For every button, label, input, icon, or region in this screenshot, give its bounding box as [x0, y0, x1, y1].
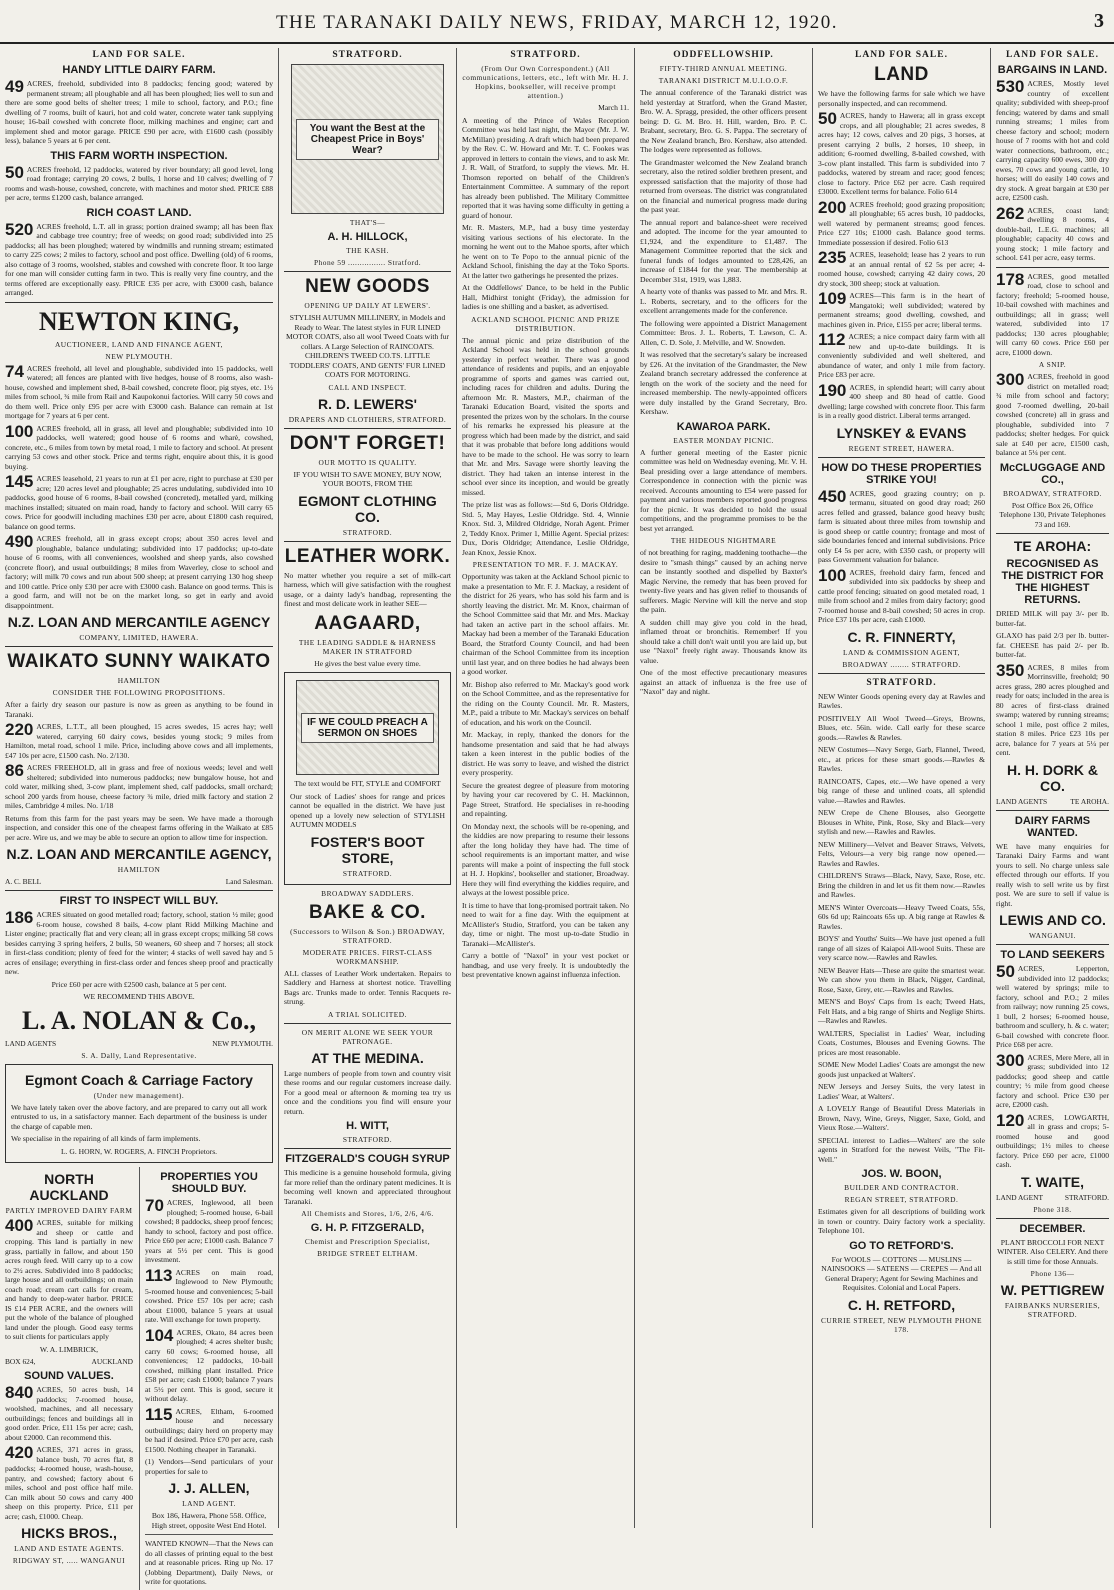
- agent-name: HICKS BROS.,: [21, 1525, 117, 1541]
- acreage: 840: [5, 1383, 34, 1402]
- divider: [818, 457, 985, 458]
- agent-name: L. A. NOLAN & Co.,: [21, 1005, 256, 1035]
- agent-address: RIDGWAY ST, ..... WANGANUI: [12, 1556, 126, 1565]
- listing: 200 ACRES freehold; good grazing proposition; all ploughable; 65 acres bush, 10 paddocks, well watered by permanent streams; good fences. Price £27 10s; £1000 cash. Balance good terms. Immediate possession if desired. Folio 613: [818, 197, 985, 247]
- shoe-ad: [284, 672, 451, 885]
- ad-subtitle: OPENING UP DAILY AT LEWERS'.: [304, 301, 431, 310]
- acreage: 262: [996, 203, 1025, 223]
- acreage: 420: [5, 1443, 34, 1462]
- agent-name: C. R. FINNERTY,: [847, 628, 956, 645]
- ad-text: For WOOLS — COTTONS — MUSLINS — NAINSOOKS — SATEENS — CREPES — And all General Drapery; Agent for Sewing Machines and Requisites. Colonial and Local Papers.: [821, 1254, 982, 1292]
- acreage: 49: [5, 77, 24, 96]
- ad-text: DRIED MILK will pay 3/- per lb. butter-fat.: [996, 609, 1109, 628]
- ad-lead: CONSIDER THE FOLLOWING PROPOSITIONS.: [52, 688, 226, 697]
- listing-note: WE RECOMMEND THIS ABOVE.: [83, 992, 195, 1001]
- ad-callout: You want the Best at the Cheapest Price in Boys' Wear?: [296, 119, 440, 160]
- ad-text: A TRIAL SOLICITED.: [327, 1009, 407, 1019]
- ad-subtitle: PARTLY IMPROVED DAIRY FARM: [5, 1206, 133, 1215]
- agent-name: McCLUGGAGE AND CO.,: [999, 461, 1106, 486]
- divider: [284, 1148, 451, 1149]
- ad-text: MODERATE PRICES. FIRST-CLASS WORKMANSHIP.: [302, 947, 433, 966]
- agent-row: A. C. BELL Land Salesman.: [5, 877, 273, 886]
- listing: 350 ACRES, 8 miles from Morrinsville, freehold; 90 acres grass, 280 acres ploughed and ready for oats; included in the area is 80 acres of first-class drained swamp; watered by running streams; school 1 mile, post office 2 miles, station 8 miles. Price £23 10s per acre, balance for 7 years at 5¼ per cent.: [996, 660, 1109, 757]
- ad-text: CALL AND INSPECT.: [328, 382, 407, 392]
- listing: 420 ACRES, 371 acres in grass, balance bush, 70 acres flat, 8 paddocks; 4-roomed house, wash-house, pantry, and cowshed; factory about 6 miles, school and post office half mile. Can milk about 50 cows and carry 400 sheep on this property. Price, £11 per acre; cash, £1000. Cheap.: [5, 1443, 133, 1521]
- ad-heading: FIRST TO INSPECT WILL BUY.: [59, 895, 219, 907]
- classified: SOME New Model Ladies' Coats are amongst the new goods just unpacked at Walters'.: [818, 1060, 985, 1079]
- acreage: 86: [5, 761, 24, 780]
- section-heading: STRATFORD.: [866, 677, 937, 688]
- news-paragraph: The Grandmaster welcomed the New Zealand branch secretary, also the retired soldier brethren present, and expressed satisfaction that the majority of those had returned from overseas. The district was congratulated on the financial and numerical progress made during the past year.: [640, 157, 807, 214]
- news-paragraph: The prize list was as follows:—Std 6, Doris Oldridge. Std. 5, May Hayes, Leslie Oldridge. Std. 4, Winnie Knox. Std. 3, Mildred Oldridge, Norah Agent. Primer 2, Teddy Knox. Primer 1, Millie Agent. Special prizes: Dux, Doris Oldridge; Attendance, Leslie Oldridge, Jean Knox, Jessie Knox.: [462, 500, 629, 557]
- listing: 100 ACRES, freehold dairy farm, fenced and subdivided into six paddocks by sheep and cattle proof fencing; situated on good metaled road, 1 mile from school and 2 miles from dairy factory; good 7-roomed house and 8-bail cowshed; 50 acres in crop. Price £37 10s per acre, cash £1000.: [818, 565, 985, 624]
- listing: 104 ACRES, Okato, 84 acres been ploughed; 4 acres shelter bush; carry 60 cows; 6-roomed house, all conveniences; 12 paddocks, 10-bail cowshed, milking plant installed. Price £58 per acre; cash £1000; balance 7 years at 5½ per cent. This is good, secure it without delay.: [145, 1325, 273, 1403]
- agent-town: STRATFORD.: [342, 1135, 393, 1144]
- listing: 300 ACRES, freehold in good district on metalled road; ¾ mile from school and factory; good 7-roomed dwelling, 20-bail cowshed (concrete) all in grass and ploughable, subdivided into 7 paddocks; shelter hedges. For quick sale at £40 per acre, £1500 cash, balance at 5¼ per cent.: [996, 370, 1109, 457]
- agent-subtitle: REGENT STREET, HAWERA.: [848, 443, 955, 453]
- agent-subtitle: COMPANY, LIMITED, HAWERA.: [79, 633, 199, 642]
- ad-text: No matter whether you require a set of milk-cart harness, which will give satisfaction with the roughest usage, or a dainty lady's handbag, representing the finest and most delicate work in leather SEE—: [284, 570, 451, 608]
- acreage: 120: [996, 1110, 1025, 1130]
- ad-text: Our stock of Ladies' shoes for range and prices cannot be equalled in the district. We have just opened up a lovely new selection of STYLISH AUTUMN MODELS: [290, 791, 445, 829]
- section-heading: STRATFORD.: [510, 50, 581, 60]
- agent-name: AAGAARD,: [314, 612, 421, 634]
- agent-town: WANGANUI.: [1029, 931, 1076, 940]
- column-3: [456, 48, 634, 1528]
- listing: 145 ACRES leasehold, 21 years to run at £1 per acre, right to purchase at £30 per acre; 120 acres level and ploughable; 25 acres undulating, subdivided into 10 paddocks, good house of 6 rooms, 8-bail cowshed (concreted), metalled yard, milking machines installed; situated on main road, handy to factory and school. Will carry 65 cows. Price for goodwill including machines £30 per acre, about £1800 cash required, balance on good terms.: [5, 472, 273, 531]
- column-2: [278, 48, 456, 1528]
- agent-address: Box 186, Hawera, Phone 558. Office, High street, opposite West End Hotel.: [151, 1511, 267, 1530]
- acreage: 178: [996, 269, 1025, 289]
- acreage: 200: [818, 197, 847, 217]
- ad-subtitle: OUR MOTTO IS QUALITY.: [318, 457, 417, 467]
- ad-heading: DAIRY FARMS WANTED.: [1014, 814, 1091, 839]
- news-paragraph: Secure the greatest degree of pleasure from motoring by having your car recovered by C. H. Mackinnon, Page Street, Stratford. He specialises in re-hooding and repainting.: [462, 780, 629, 818]
- section-heading: ODDFELLOWSHIP.: [673, 50, 774, 60]
- agent-name: T. WAITE,: [1021, 1173, 1084, 1190]
- shoe-illustration: [296, 680, 439, 775]
- ad-text: We have lately taken over the above factory, and are prepared to carry out all work entrusted to us, in a satisfactory manner. Each department of the business is under the charge of capable men.: [11, 1102, 267, 1131]
- ad-callout: IF WE COULD PREACH A SERMON ON SHOES: [301, 713, 434, 743]
- ad-heading: BARGAINS IN LAND.: [997, 64, 1108, 76]
- ad-signature: L. G. HORN, W. ROGERS, A. FINCH Proprietors.: [60, 1146, 218, 1156]
- classified: SPECIAL interest to Ladies—Walters' are the sole agents in Stratford for the newest Veils, "The Fit-Well.": [818, 1135, 985, 1164]
- acreage: 400: [5, 1216, 34, 1235]
- agent-phone: Post Office Box 26, Office Telephone 130, Private Telephones 73 and 169.: [999, 500, 1106, 529]
- agent-phone: Phone 136—: [1030, 1269, 1075, 1278]
- acreage: 520: [5, 219, 34, 239]
- acreage: 113: [145, 1265, 173, 1285]
- classified: WALTERS, Specialist in Ladies' Wear, including Coats, Costumes, Blouses and Evening Gowns. The prices are most reasonable.: [818, 1028, 985, 1057]
- agent-address: CURRIE STREET, NEW PLYMOUTH PHONE 178.: [820, 1315, 983, 1334]
- listing: 120 ACRES, LOWGARTH, all in grass and crops; 5-roomed house and good outbuildings; 1½ miles to cheese factory. Price £60 per acre, £1000 cash.: [996, 1110, 1109, 1169]
- news-subheading: TARANAKI DISTRICT M.U.I.O.O.F.: [658, 76, 789, 85]
- acreage: 100: [5, 421, 34, 441]
- ad-heading: NEW GOODS: [305, 276, 430, 297]
- news-paragraph: On Monday next, the schools will be re-opening, and the kiddies are now preparing to resume their lessons after the long holiday they have had. The time of school requirements is an important matter, and wise parents will make a point of inspecting the full stock at H. J. Hopkins', bookseller and stationer, Broadway. Here they will find everything the kiddies require, and always at the lowest possible price.: [462, 821, 629, 897]
- divider: [284, 541, 451, 542]
- acreage: 220: [5, 720, 34, 739]
- news-paragraph: The annual report and balance-sheet were received and adopted. The income for the year amounted to £1,924, and the expenditure to £1,487. The Management Committee reported that the sick and funeral funds of lodges amounted to £28,426, an increase of £1844 for the year. The membership at December 31st, 1919, was 1,883.: [640, 217, 807, 284]
- section-heading: STRATFORD.: [332, 50, 403, 60]
- classified: NEW Millinery—Velvet and Beaver Straws, Velvets, Felts, Velours—a very big range now opened.—Rawles and Rawles.: [818, 839, 985, 868]
- acreage: 104: [145, 1325, 174, 1345]
- column-5: [812, 48, 990, 1528]
- ad-heading: TO LAND SEEKERS: [1000, 949, 1105, 961]
- acreage: 70: [145, 1196, 164, 1215]
- agent-name: G. H. P. FITZGERALD,: [310, 1222, 425, 1234]
- agent-row: BOX 624, AUCKLAND: [5, 1357, 133, 1366]
- agent-subtitle: THE LEADING SADDLE & HARNESS MAKER IN STRATFORD: [298, 637, 437, 656]
- classified: MEN'S Winter Overcoats—Heavy Tweed Coats, 55s, 60s 6d up; Raincoats 65s up. A big range at Rawles & Rawles.: [818, 902, 985, 931]
- acreage: 112: [818, 330, 846, 349]
- ad-text: WE have many enquiries for Taranaki Dairy Farms and want yours to sell. No charge unless sale effected through our efforts. If you really wish to sell write us by first post. We are sure to sell if value is right.: [996, 841, 1109, 908]
- right-half: [139, 1167, 273, 1590]
- agent-name: W. A. LIMBRICK,: [39, 1344, 99, 1354]
- ad-text: Returns from this farm for the past years may be seen. We have made a thorough inspection, and consider this one of the cheapest farms offering in the Waikato at £85 per acre. Wire us, and we may be able to secure an option to allow time for inspection.: [5, 813, 273, 842]
- agent-subtitle: FAIRBANKS NURSERIES, STRATFORD.: [1004, 1301, 1101, 1319]
- agent-address: BROADWAY ........ STRATFORD.: [842, 659, 961, 669]
- acreage: 100: [818, 565, 847, 585]
- acreage: 530: [996, 77, 1025, 96]
- divider: [996, 810, 1109, 811]
- bottom-split: [5, 1167, 273, 1590]
- ad-price: All Chemists and Stores, 1/6, 2/6, 4/6.: [301, 1209, 434, 1218]
- ad-subtitle: ON MERIT ALONE WE SEEK YOUR PATRONAGE.: [301, 1027, 434, 1046]
- agent-address: BRIDGE STREET ELTHAM.: [317, 1249, 418, 1258]
- news-paragraph: It is time to have that long-promised portrait taken. No need to wait for a fine day. With the equipment at McAllister's Studio, Stratford, you can be taken any day, time or night. The most up-to-date Studio in Taranaki—McAllister's.: [462, 900, 629, 948]
- ad-heading: RICH COAST LAND.: [86, 206, 192, 219]
- acreage: 300: [996, 370, 1025, 389]
- acreage: 450: [818, 486, 847, 506]
- agent-subtitle: THE KASH.: [346, 246, 389, 255]
- divider: [996, 944, 1109, 945]
- news-subheading: PRESENTATION TO MR. F. J. MACKAY.: [472, 560, 619, 569]
- listing: 450 ACRES, good grazing country; on p. termanu, situated on good dray road; 260 acres felled and grassed, balance good heavy bush; farm is situated about three miles from township and is good sheep or cattle country; frontage and most of side boundaries fenced and internal subdivisions. Price only £4 5s per acre, with £350 cash, or property will pass Government valuation for balance.: [818, 486, 985, 564]
- divider: [284, 428, 451, 429]
- divider: [5, 890, 273, 891]
- listing: 490 ACRES freehold, all in grass except crops; about 350 acres level and ploughable, balance undulating; subdivided into 17 paddocks; up-to-date house of 6 rooms, with all conveniences, woolshed and sheep yards, also cowshed (concrete floor), and usual outbuildings; 8 miles from Waverley, close to school and factory; will milk 70 cows and run about 500 sheep; at present carrying 130 hog sheep and 100 cattle. Price only £30 per acre with £3000 cash. Balance on good terms. This is a good farm, and will not be on the market long, so get in early and avoid disappointment.: [5, 532, 273, 610]
- ad-heading: PROPERTIES YOU SHOULD BUY.: [160, 1171, 258, 1195]
- listing: 112 ACRES; a nice compact dairy farm with all new and up-to-date buildings. It is conveniently subdivided and well sheltered, and abundance of water, and only 1 mile from factory. Price £83 per acre.: [818, 330, 985, 379]
- acreage: 50: [996, 962, 1015, 981]
- listing: 50 ACRES, handy to Hawera; all in grass except crops, and all ploughable; 21 acres swedes, 8 acres hay; 12 cows, calves and 20 pigs, 3 horses, at present carrying 2 bulls, 2 horses, 10 sheep, in addition; 6-roomed dwelling, 8-bailed cowshed, with 3-cow plant installed. This farm is subdivided into 7 paddocks, watered by stream and race; good fences; close to factory. Price £62 per acre. Cash required £3000. Excellent terms for balance. Folio 614: [818, 109, 985, 196]
- listing-price: Price £60 per acre with £2500 cash, balance at 5 per cent.: [51, 979, 227, 989]
- agent-name: J. J. ALLEN,: [168, 1480, 250, 1496]
- boys-wear-illustration: [291, 64, 445, 214]
- ad-heading: AT THE MEDINA.: [311, 1049, 424, 1066]
- agent-name: A. H. HILLOCK,: [327, 231, 408, 243]
- news-paragraph: A hearty vote of thanks was passed to Mr. and Mrs. R. L. Roberts, secretary, and to the officers for the excellent arrangements made for the conference.: [640, 287, 807, 315]
- acreage: 186: [5, 908, 34, 927]
- divider: [996, 533, 1109, 534]
- news-subheading: FIFTY-THIRD ANNUAL MEETING.: [659, 64, 788, 73]
- listing: 262 ACRES, coast land; dwelling 8 rooms, 4 double-bail, L.E.G. machines; all ploughable; capacity 40 cows and young stock; 1 mile factory and school. £41 per acre, easy terms.: [996, 203, 1109, 262]
- news-paragraph: of not breathing for raging, maddening toothache—the desire to "smash things" caused by an aching nerve can be instantly soothed and dispelled by Baxter's Magic Nervine, the remedy that has been proved for twenty-five years and has given relief to thousands of sufferers. Magic Nervine will kill the nerve and stop the pain.: [640, 548, 807, 614]
- ad-text: Estimates given for all descriptions of building work in town or country. Dairy factory work a speciality. Telephone 101.: [818, 1207, 985, 1235]
- ad-subtitle: (Under new management).: [93, 1090, 185, 1100]
- news-paragraph: Mr. R. Masters, M.P., had a busy time yesterday visiting various sections of his electorate. In the morning he went out to the Mahoe sports, after which he went on to Te Popo to the annual picnic of the Ackland School, finishing the day at the Toko Sports. At the latter two gatherings he presented the prizes.: [462, 223, 629, 280]
- agent-town: STRATFORD.: [342, 868, 393, 878]
- classified: NEW Crepe de Chene Blouses, also Georgette Blouses in White, Pink, Rose, Sky and Black—very stylish and new.—Rawles and Rawles.: [818, 808, 985, 836]
- news-subheading: THE HIDEOUS NIGHTMARE: [670, 536, 777, 545]
- agent-row: LAND AGENTS TE AROHA.: [996, 796, 1109, 806]
- ad-text: PLANT BROCCOLI FOR NEXT WINTER. Also CELERY. And there is still time for those Annuals.: [997, 1237, 1108, 1266]
- listing: 86 ACRES FREEHOLD, all in grass and free of noxious weeds; level and well sheltered; subdivided into numerous paddocks; new bungalow house, hot and cold water, milking shed, 3-cow plant, implement shed, calf paddocks, small orchard; school 200 yards from house, cheese factory ¾ mile, dried milk factory and station 2 miles, Cambridge 4 miles. No. 1/18: [5, 761, 273, 810]
- agent-row: LAND AGENT STRATFORD.: [996, 1192, 1109, 1202]
- column-6: [990, 48, 1114, 1528]
- news-paragraph: The annual picnic and prize distribution of the Ackland School was held in the school grounds yesterday in perfect weather. There was a good attendance of residents and pupils, and an enjoyable programme of sports and games was carried out, including races for children and adults. During the afternoon Mr. R. Masters, M.P., chairman of the Taranaki Education Board, visited the sports and presented the prizes won by the scholars. In the course of his remarks he expressed his pleasure at the progress which had been made by the district, and said that it was probable that before long additions would have to be made to the school. He was sorry to learn that Mr. and Mrs. Savage were shortly leaving the district. They had taken an intense interest in the school ever since its inception, and would be greatly missed.: [462, 335, 629, 497]
- agent-name: N.Z. LOAN AND MERCANTILE AGENCY: [7, 614, 271, 630]
- acreage: 145: [5, 472, 34, 491]
- ad-text: THAT'S—: [349, 218, 386, 227]
- page-number: 3: [1094, 10, 1104, 32]
- ad-heading: SOUND VALUES.: [24, 1370, 114, 1382]
- listing: 190 ACRES, in splendid heart; will carry about 400 sheep and 80 head of cattle. Good dwelling; large cowshed with concrete floor. This farm is in a really good district. Liberal terms arranged.: [818, 380, 985, 420]
- agent-name: NEWTON KING,: [38, 306, 240, 336]
- ad-heading: FITZGERALD'S COUGH SYRUP: [285, 1153, 450, 1165]
- divider: [145, 1534, 273, 1535]
- ad-text: The text would be FIT, STYLE and COMFORT: [294, 779, 441, 788]
- divider: [5, 646, 273, 647]
- acreage: 115: [145, 1404, 173, 1424]
- acreage: 350: [996, 660, 1025, 680]
- left-half: [5, 1167, 133, 1590]
- news-paragraph: At the Oddfellows' Dance, to be held in the Public Hall, Midhirst tonight (Friday), the admission for ladies is one shilling and a basket, as advertised.: [462, 283, 629, 311]
- ad-subtitle: RECOGNISED AS THE DISTRICT FOR THE HIGHEST RETURNS.: [1001, 558, 1104, 606]
- listing: 50 ACRES, Lepperton, subdivided into 12 paddocks; well watered by springs; mile to factory, school and P.O.; 2 miles from railway; now running 25 cows, 1 bull, 2 horses; 6-roomed house, bathroom and scullery, h. & c. water; 6-bail cowshed with concrete floor. Price £68 per acre.: [996, 962, 1109, 1049]
- column-4: [634, 48, 812, 1528]
- ad-banner: WAIKATO SUNNY WAIKATO: [7, 651, 271, 672]
- agent-name: R. D. LEWERS': [318, 395, 417, 412]
- classified: A LOVELY Range of Beautiful Dress Materials in Brown, Navy, Wine, Greys, Nigger, Saxe, Gold, and Vieux Rose.—Walters'.: [818, 1104, 985, 1132]
- ad-town: HAMILTON: [117, 676, 161, 685]
- divider: [996, 1218, 1109, 1219]
- listing: 178 ACRES, good metalled road, close to school and factory; freehold; 5-roomed house, 10-bail cowshed with machines and outbuildings; all in grass; well watered, subdivided into 17 paddocks; 130 acres ploughable; will carry 60 cows. Price £60 per acre, £1000 down.: [996, 269, 1109, 357]
- agent-name: FOSTER'S BOOT STORE,: [310, 833, 425, 866]
- ad-heading: GO TO RETFORD'S.: [849, 1239, 954, 1252]
- ad-banner: LAND: [874, 64, 929, 85]
- news-subheading: ACKLAND SCHOOL PICNIC AND PRIZE DISTRIBUTION.: [471, 314, 620, 333]
- agent-subtitle: BROADWAY, STRATFORD.: [1003, 488, 1102, 498]
- divider: [996, 267, 1109, 268]
- ad-text: WANTED KNOWN—That the News can do all classes of printing equal to the best and at reasonable prices. Ring up No. 17 (Jobbing Department), Daily News, or write for quotations.: [145, 1539, 273, 1586]
- news-heading: KAWAROA PARK.: [676, 420, 771, 433]
- ad-text: We specialise in the repairing of all kinds of farm implements.: [11, 1134, 201, 1143]
- ad-text: GLAXO has paid 2/3 per lb. butter-fat. CHEESE has paid 2/- per lb. butter-fat.: [996, 631, 1109, 659]
- news-paragraph: A meeting of the Prince of Wales Reception Committee was held last night, the Mayor (Mr. J. W. McMillan) presiding. A draft which had been prepared by the Rev. C. W. Howard and Mr. T. C. Fookes was approved in letters to contain the views, and to ask Mr. J. R. Wall, of Stratford, to supply the views. Mr. H. Thomson reported on behalf of the Children's Entertainment Committee. A summary of the report has already been published. The Military Committee reported that it was having some difficulty in getting a guard of honour.: [462, 115, 629, 220]
- ad-text: IF YOU WISH TO SAVE MONEY, BUY NOW, YOUR BOOTS, FROM THE: [293, 469, 442, 488]
- ad-heading: DON'T FORGET!: [289, 432, 446, 454]
- divider: [284, 271, 451, 272]
- ad-heading: HANDY LITTLE DAIRY FARM.: [62, 64, 216, 76]
- news-paragraph: A sudden chill may give you cold in the head, inflamed throat or bronchitis. Remember! If you should take a chill don't wait until you are laid up, but use "Naxol" freely right away. Thousands know its value.: [640, 617, 807, 665]
- ad-text: This medicine is a genuine household formula, giving far more relief than the ordinary patent medicines. It is becoming well known and appreciated throughout Taranaki.: [284, 1168, 451, 1206]
- agent-name: EGMONT CLOTHING CO.: [298, 492, 437, 525]
- ad-heading: TE AROHA:: [1013, 538, 1092, 554]
- news-paragraph: Mr. Mackay, in reply, thanked the donors for the handsome presentation and said that he had always taken a keen interest in the public bodies of the district. He was sorry to leave, and wished the district every prosperity.: [462, 730, 629, 777]
- classified: RAINCOATS, Capes, etc.—We have opened a very big range of these and unlined coats, all splendid value.—Rawles and Rawles.: [818, 776, 985, 805]
- ad-heading: THIS FARM WORTH INSPECTION.: [50, 149, 228, 162]
- news-paragraph: Opportunity was taken at the Ackland School picnic to make a presentation to Mr. F. J. Mackay, a resident of the district for 26 years, who has sold his farm and is shortly leaving the district. Mr. M. Knox, chairman of the School Committee said that Mr. and Mrs. Mackay had taken an active part in the school affairs. Mr. Mackay had been a member of the Taranaki Education Board, the Stratford County Council, and had been chairman of the School Committee from its inception until last year, and on three bodies he had always been a good worker.: [462, 572, 629, 676]
- ad-heading: DECEMBER.: [1019, 1222, 1086, 1235]
- classified: NEW Costumes—Navy Serge, Garb, Flannel, Tweed, etc., at prices for these smart goods.—Rawles & Rawles.: [818, 745, 985, 773]
- section-heading: LAND FOR SALE.: [92, 50, 186, 60]
- ad-heading: LEATHER WORK.: [284, 545, 451, 567]
- agent-subtitle: DRAPERS AND CLOTHIERS, STRATFORD.: [288, 414, 447, 424]
- agent-name: LEWIS AND CO.: [999, 912, 1106, 928]
- classified: MEN'S and Boys' Caps from 1s each; Tweed Hats, Felt Hats, and a big range of Shirts and Neglige Shirts.—Rawles and Rawles.: [818, 997, 985, 1025]
- listing: 50 ACRES freehold, 12 paddocks, watered by river boundary; all good level, long road frontage; carrying 20 cows, 2 bulls, 1 horse and 10 calves; dwelling of 7 rooms and wash-house, cowshed, concrete, with machines and motor shed. PRICE £88 per acre, terms £1200 cash, balance arranged.: [5, 162, 273, 202]
- egmont-ad: [5, 1064, 273, 1164]
- classified: BOYS' and Youths' Suits—We have just opened a full range of all sizes of Kaiapoi All-wool Suits. These are very scarce now.—Rawles and Rawles.: [818, 934, 985, 962]
- agent-town: NEW PLYMOUTH.: [105, 351, 173, 361]
- agent-subtitle: BUILDER AND CONTRACTOR.: [844, 1183, 959, 1192]
- correspondent-note: (From Our Own Correspondent.) (All communications, letters, etc., left with Mr. H. J. Hopkins, bookseller, will receive prompt attention.): [462, 64, 629, 100]
- news-paragraph: Carry a bottle of "Naxol" in your vest pocket or handbag, and use very freely. It is undoubtedly the best preventative known against influenza infection.: [462, 951, 629, 979]
- classified: NEW Beaver Hats—These are quite the smartest wear. We can show you them in Black, Nigger, Cardinal, Rose, Saxe, Grey, etc.—Rawles and Rawles.: [818, 965, 985, 994]
- listing: 74 ACRES freehold, all level and ploughable, subdivided into 15 paddocks, well watered; all fences are planted with live hedges, house of 8 rooms, also wash-house, cowshed and implement shed, 8-bail cowshed, concrete floor, pig styes, etc. 1½ miles from school, ¾ mile from Rail and Kaupokonui factories. Will carry 50 cows and do them well. Price only £95 per acre with £3000 cash. Balance can remain at 1st mortgage for 7 years at 6 per cent.: [5, 361, 273, 420]
- agent-name: BAKE & CO.: [309, 901, 426, 923]
- listing: 530 ACRES, Mostly level country of excellent quality; subdivided with sheep-proof fencing; watered by dams and small running streams; 1 miles from cheese factory and school; modern house of 7 rooms with hot and cold water connections, bathroom, etc.; carrying capacity 600 ewes, 300 dry ewes, 70 cows and young cattle, 10 horses; will do easily 140 cows and dry stock. A great bargain at £30 per acre, £2500 cash.: [996, 77, 1109, 202]
- news-paragraph: One of the most effective precautionary measures against an attack of influenza is the free use of "Naxol" day and night.: [640, 668, 807, 696]
- listing: 113 ACRES on main road, Inglewood to New Plymouth; 5-roomed house and conveniences; 5-bail cowshed. Price £57 10s per acre; cash about £1000, balance 5 years at usual rate. Will exchange for town property.: [145, 1265, 273, 1324]
- acreage: 300: [996, 1050, 1025, 1070]
- acreage: 109: [818, 289, 847, 308]
- dateline: March 11.: [598, 103, 629, 112]
- ad-text: STYLISH AUTUMN MILLINERY, in Models and Ready to Wear. The latest styles in FUR LINED MOTOR COATS, also all wool Tweed Coats with fur collars. A Large Selection of RAINCOATS. CHILDREN'S TWEED CO.TS. LITTLE TODDLERS' COATS, AND GENTS' FUR LINED COATS FOR MOTORING.: [285, 313, 450, 379]
- news-paragraph: It was resolved that the secretary's salary be increased by £26. At the invitation of the Grandmaster, the New Zealand branch secretary addressed the conference at length on the work of the society and the need for increased membership. The newly-appointed officers were duly installed by the Grand Secretary, Bro. Kershaw.: [640, 350, 807, 416]
- news-subheading: EASTER MONDAY PICNIC.: [673, 435, 774, 445]
- listing: 220 ACRES, L.T.T., all been ploughed, 15 acres swedes, 15 acres hay; well watered, carrying 60 dairy cows, besides young stock; 9 miles from Hamilton, metal road, school 1 mile. Price, including above cows and all implements, £47 10s per acre, £1500 cash. No. 2/130.: [5, 720, 273, 760]
- acreage: 235: [818, 248, 847, 267]
- agent-row: LAND AGENTS NEW PLYMOUTH.: [5, 1038, 273, 1048]
- acreage: 490: [5, 532, 34, 551]
- acreage: 190: [818, 380, 847, 400]
- ad-heading: HOW DO THESE PROPERTIES STRIKE YOU!: [821, 461, 982, 486]
- divider: [818, 673, 985, 674]
- agent-name: C. H. RETFORD,: [847, 1296, 956, 1313]
- listing: 400 ACRES, suitable for milking and sheep or cattle and cropping. This land is partially in new grass, partially in fallow, and about 150 acres rough feed. Will carry up to a cow to 2½ acres. Subdivided into 8 paddocks; large house and all outbuildings; on main coach road; cream cart calls for cream, and handy to deep-water harbor. PRICE IS £14 PER ACRE, and the owners will put the whole of the balance of ploughed land under the plough. Good easy terms to suit clients for particulars apply: [5, 1216, 133, 1341]
- listing: 115 ACRES, Eltham, 6-roomed house and necessary outbuildings; dairy herd on property may be had if desired. Price £70 per acre, cash £1500. Nothing cheaper in Taranaki.: [145, 1404, 273, 1454]
- listing: 100 ACRES freehold, all in grass, all level and ploughable; subdivided into 10 paddocks, well watered; good house of 6 rooms and wharè, cowshed, concrete, etc., 6 miles from town by metal road, 1 mile to factory and school. At present carrying 53 cows and other stock. Price and terms right, enquire about this, it is good buying.: [5, 421, 273, 471]
- agent-subtitle: LAND AND ESTATE AGENTS.: [14, 1544, 124, 1553]
- ad-intro: We have the following farms for sale which we have personally inspected, and can recommend.: [818, 89, 985, 108]
- listing: 70 ACRES, Inglewood, all been ploughed; 5-roomed house, 6-bail cowshed; 8 paddocks, sheep proof fences; handy to school, factory and post office. Price £60 per acre; £1000 cash. Balance 7 years at 5½ per cent. This is good investment.: [145, 1196, 273, 1264]
- ad-heading: NORTH AUCKLAND: [29, 1171, 109, 1203]
- news-paragraph: The annual conference of the Taranaki district was held yesterday at Stratford, when the Grand Master, Bro. W. A. Spragg, presided, the other officers present being: D. G. M. Bro. H. Hill, warden, Bro. P. C. Brabant, secretary, Bro. G. S. Pappa. The secretary of the New Zealand branch, Bro. Kershaw, also attended. The lodges were represented as follows.: [640, 88, 807, 154]
- acreage: 50: [5, 162, 24, 182]
- ad-text: Large numbers of people from town and country visit these rooms and our regular customers increase daily. For a good meal or afternoon & morning tea try us once and the conditions you find will ensure your return.: [284, 1068, 451, 1116]
- ad-heading: A SNIP.: [1038, 360, 1067, 369]
- agent-town: HAMILTON: [117, 865, 161, 874]
- agent-subtitle: S. A. Dally, Land Representative.: [81, 1050, 197, 1060]
- listing: 840 ACRES, 50 acres bush, 14 paddocks; 7-roomed house, woolshed, machines, and all necessary outbuildings; fences and buildings all in good order. Price, £11 15s per acre; cash, about £2000. Can recommend this.: [5, 1383, 133, 1442]
- column-1: [0, 48, 278, 1586]
- listing: 109 ACRES—This farm is in the heart of Mangatoki; well subdivided; watered by permanent streams; good dwelling, cowshed, and machines given in. Price, £155 per acre; liberal terms.: [818, 289, 985, 329]
- agent-subtitle: AUCTIONEER, LAND AND FINANCE AGENT,: [54, 339, 224, 349]
- agent-phone: Phone 318.: [1033, 1204, 1072, 1214]
- agent-subtitle: Chemist and Prescription Specialist,: [304, 1237, 431, 1246]
- newspaper-title: THE TARANAKI DAILY NEWS, FRIDAY, MARCH 12, 1920.: [275, 12, 839, 33]
- ad-text: He gives the best value every time.: [314, 658, 421, 668]
- agent-name: LYNSKEY & EVANS: [836, 424, 967, 441]
- listing: 300 ACRES, Mere Mere, all in grass; subdivided into 12 paddocks; good sheep and cattle country; ½ mile from good cheese factory and school. Price £30 per acre, £2000 cash.: [996, 1050, 1109, 1109]
- agent-subtitle: (Successors to Wilson & Son.) BROADWAY, STRATFORD.: [290, 926, 445, 945]
- agent-name: JOS. W. BOON,: [861, 1168, 942, 1180]
- listing: 49 ACRES, freehold, subdivided into 8 paddocks; fencing good; watered by permanent stream; all ploughable and all has been ploughed; lies well to sun and there are some good belts of shelter trees; 1 mile to school, factory, and P.O.; fine dwelling of 7 rooms, built of kauri, hot and cold water, concrete water tank supplying house; 16-bail cowshed with concrete floor, milking machines and engine; cart and implement shed and motor garage. PRICE £90 per acre, with £1600 cash (possibly less), balance 5 years at 6 per cent.: [5, 77, 273, 145]
- news-paragraph: A further general meeting of the Easter picnic committee was held on Wednesday evening, Mr. V. H. Beal presiding over a large attendance of members. Correspondence in connection with the picnic was received. Accounts amounting to £54 were passed for payment and various members reported good progress for the picnic. It was decided to hold the usual competitions, and the programme promises to be the best yet arranged.: [640, 447, 807, 533]
- agent-town: STRATFORD.: [342, 527, 393, 537]
- listing: 520 ACRES freehold, L.T. all in grass; portion drained swamp; all has been flax and cabbage tree country; free of weeds; on good road; subdivided into 25 paddocks; all has been ploughed; watered by windmills and running stream; estimated to carry 225 cows; 2 miles to factory, school and post office. Dwelling (old) of 6 rooms, also cottage of 3 rooms, woolshed, stables and cowshed with concrete floor. It too large for one man will consider cutting farm in two. This is really very fine country, and the terms offered are exceptionally easy. PRICE £35 per acre, with £3000 cash, balance arranged.: [5, 219, 273, 297]
- section-heading: LAND FOR SALE.: [1006, 50, 1099, 60]
- divider: [5, 302, 273, 303]
- classified: CHILDREN'S Straws—Black, Navy, Saxe, Rose, etc. Bring the children in and let us fit them now.—Rawles and Rawles.: [818, 871, 985, 899]
- classified: NEW Winter Goods opening every day at Rawles and Rawles.: [818, 691, 985, 710]
- classified: NEW Jerseys and Jersey Suits, the very latest in Ladies' Wear, at Walters'.: [818, 1082, 985, 1101]
- agent-name: H. WITT,: [346, 1120, 389, 1132]
- divider: [284, 1023, 451, 1024]
- agent-name: W. PETTIGREW: [1000, 1282, 1105, 1298]
- agent-name: H. H. DORK & CO.: [1007, 761, 1098, 794]
- listing: 186 ACRES situated on good metalled road; factory, school, station ½ mile; good 6-room house, cowshed 8 bails, 4-cow plant Ridd Milking Machine and Lister engine; practically flat and very clean; all in grass except crops; milking 58 cows besides carrying 3 spring heifers, 2 bulls, 50 weaners, 60 sheep and 7 horses; all stock in first-class condition; plenty of feed for the winter; 4 stacks of well saved hay and 5 acres of ensilage; everything in first-class order and fences sheep proof and practically new.: [5, 908, 273, 976]
- section-heading: LAND FOR SALE.: [855, 50, 948, 60]
- ad-text: ALL classes of Leather Work undertaken. Repairs to Saddlery and Harness at shortest notice. Travelling Bags arc. Trunks made to order. Tennis Racquets re-strung.: [284, 968, 451, 1006]
- acreage: 74: [5, 361, 24, 381]
- news-paragraph: Mr. Bishop also referred to Mr. Mackay's good work on the School Committee, and as the representative for the riding on the County Council. Mr. R. Masters, M.P., paid a tribute to Mr. Mackay's services on behalf of education, and his work on the Council.: [462, 679, 629, 727]
- agent-name: N.Z. LOAN AND MERCANTILE AGENCY,: [6, 846, 272, 862]
- classified: POSITIVELY All Wool Tweed—Greys, Browns, Blues, etc. 56in. wide. Call early for these scarce goods.—Rawles & Rawles.: [818, 713, 985, 742]
- ad-note: (1) Vendors—Send particulars of your properties for sale to: [145, 1457, 273, 1476]
- masthead: [0, 0, 1114, 44]
- agent-subtitle: LAND & COMMISSION AGENT,: [843, 647, 960, 657]
- acreage: 50: [818, 109, 837, 128]
- news-paragraph: The following were appointed a District Management Committee: Bros. J. L. Roberts, T. Lawson, C. A. Allen, C. D. Sole, J. Melville, and W. Snowden.: [640, 318, 807, 347]
- agent-address: REGAN STREET, STRATFORD.: [844, 1195, 959, 1204]
- ad-heading: Egmont Coach & Carriage Factory: [25, 1071, 253, 1088]
- ad-heading: BROADWAY SADDLERS.: [321, 888, 414, 898]
- agent-phone: Phone 59 ................ Stratford.: [313, 258, 422, 267]
- listing: 235 ACRES, leasehold; lease has 2 years to run at an annual rental of £2 5s per acre; 4-roomed house, cowshed; carrying 42 dairy cows, 20 dry stock, 300 sheep; stock at valuation.: [818, 248, 985, 288]
- agent-subtitle: LAND AGENT.: [182, 1499, 236, 1508]
- ad-intro: After a fairly dry season our pasture is now as green as anything to be found in Taranaki.: [5, 700, 273, 719]
